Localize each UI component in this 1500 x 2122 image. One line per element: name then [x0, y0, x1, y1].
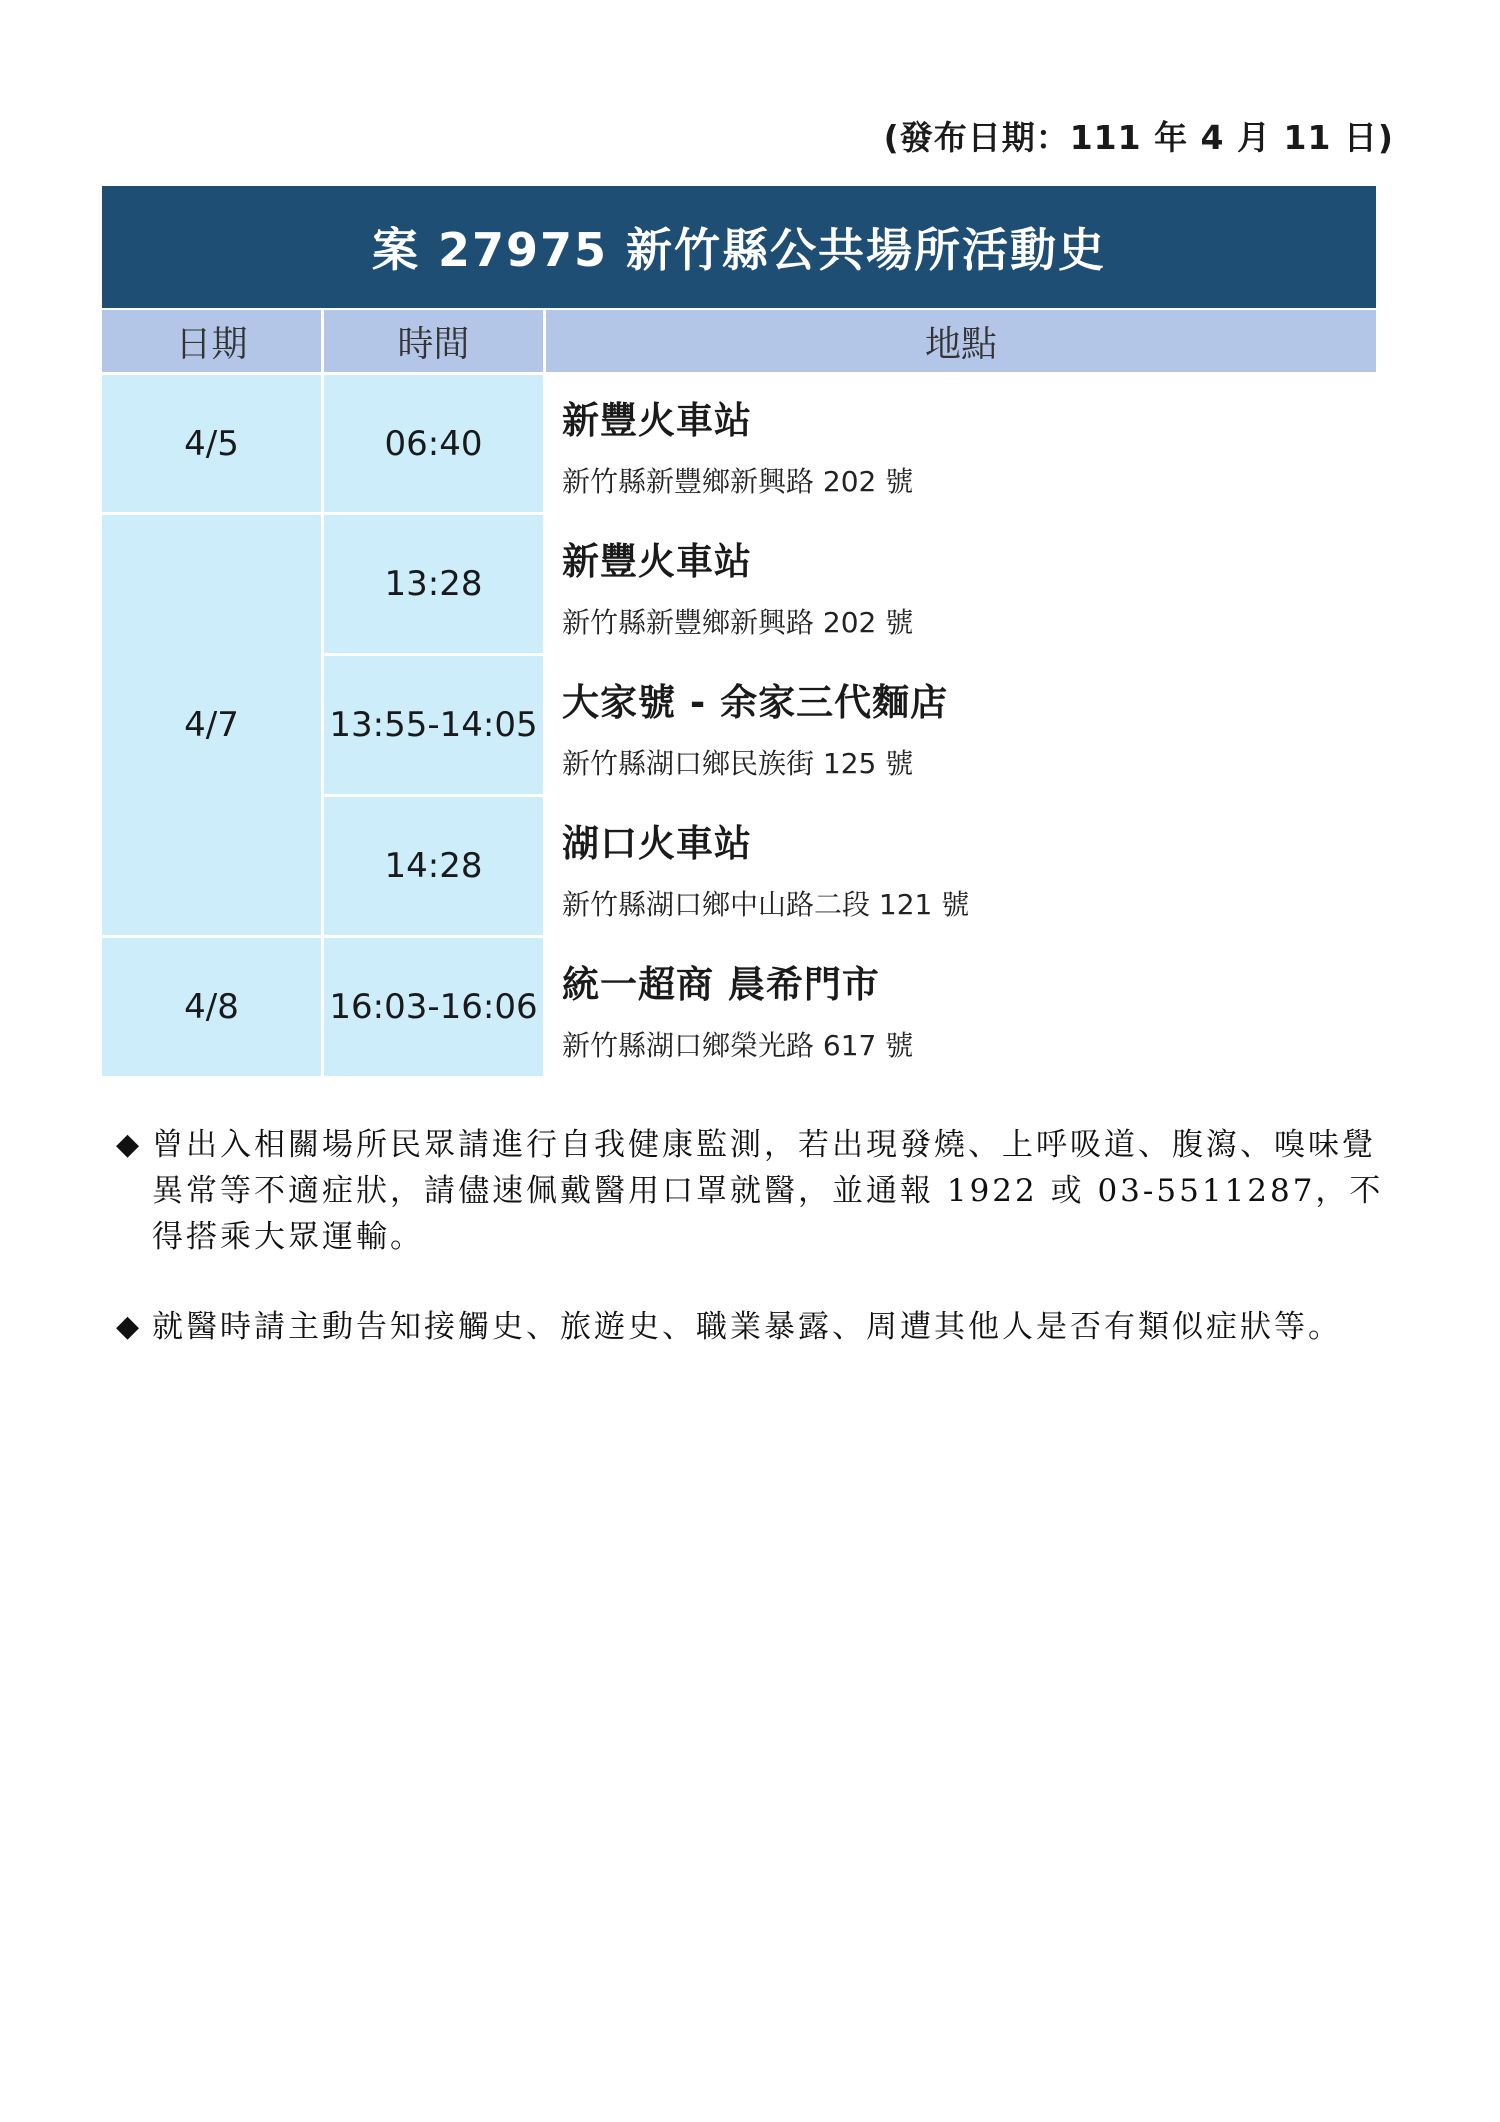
date-cell: 4/8	[102, 938, 324, 1079]
activity-table	[102, 186, 1376, 1079]
date-cell: 4/7	[102, 515, 324, 938]
location-name: 統一超商 晨希門市	[562, 962, 880, 1006]
date-cell: 4/5	[102, 375, 324, 515]
time-cell: 14:28	[324, 797, 546, 938]
time-cell: 13:28	[324, 515, 546, 656]
note-item	[116, 1122, 1396, 1260]
location-name: 大家號 - 余家三代麵店	[562, 680, 949, 724]
note-text: 就醫時請主動告知接觸史、旅遊史、職業暴露、周遭其他人是否有類似症狀等。	[152, 1309, 1342, 1345]
time-cell: 16:03-16:06	[324, 938, 546, 1079]
table-title: 案 27975 新竹縣公共場所活動史	[102, 186, 1376, 308]
release-date: (發布日期：111 年 4 月 11 日)	[883, 118, 1394, 157]
note-item	[116, 1304, 1396, 1350]
table-header	[102, 310, 1376, 372]
location-address: 新竹縣湖口鄉民族街 125 號	[562, 746, 914, 780]
time-cell: 13:55-14:05	[324, 656, 546, 797]
location-cell	[546, 515, 1376, 656]
location-address: 新竹縣湖口鄉中山路二段 121 號	[562, 887, 970, 921]
location-name: 新豐火車站	[562, 399, 752, 442]
note-text: 曾出入相關場所民眾請進行自我健康監測，若出現發燒、上呼吸道、腹瀉、嗅味覺異常等不適症狀，請儘速佩戴醫用口罩就醫，並通報 1922 或 03-5511287，不得搭乘大眾運輸。	[152, 1127, 1384, 1255]
location-name: 湖口火車站	[562, 821, 752, 865]
location-name: 新豐火車站	[562, 539, 752, 583]
diamond-bullet-icon: ◆	[116, 1309, 140, 1344]
location-cell	[546, 656, 1376, 797]
location-address: 新竹縣新豐鄉新興路 202 號	[562, 465, 914, 498]
location-cell	[546, 938, 1376, 1079]
location-cell	[546, 375, 1376, 515]
table-body	[102, 375, 1376, 1079]
header-time: 時間	[324, 310, 546, 372]
header-date: 日期	[102, 310, 324, 372]
header-location: 地點	[546, 310, 1376, 372]
location-cell	[546, 797, 1376, 938]
diamond-bullet-icon: ◆	[116, 1127, 140, 1162]
notes-section	[116, 1122, 1396, 1394]
time-cell: 06:40	[324, 375, 546, 515]
location-address: 新竹縣新豐鄉新興路 202 號	[562, 605, 914, 639]
location-address: 新竹縣湖口鄉榮光路 617 號	[562, 1028, 914, 1062]
